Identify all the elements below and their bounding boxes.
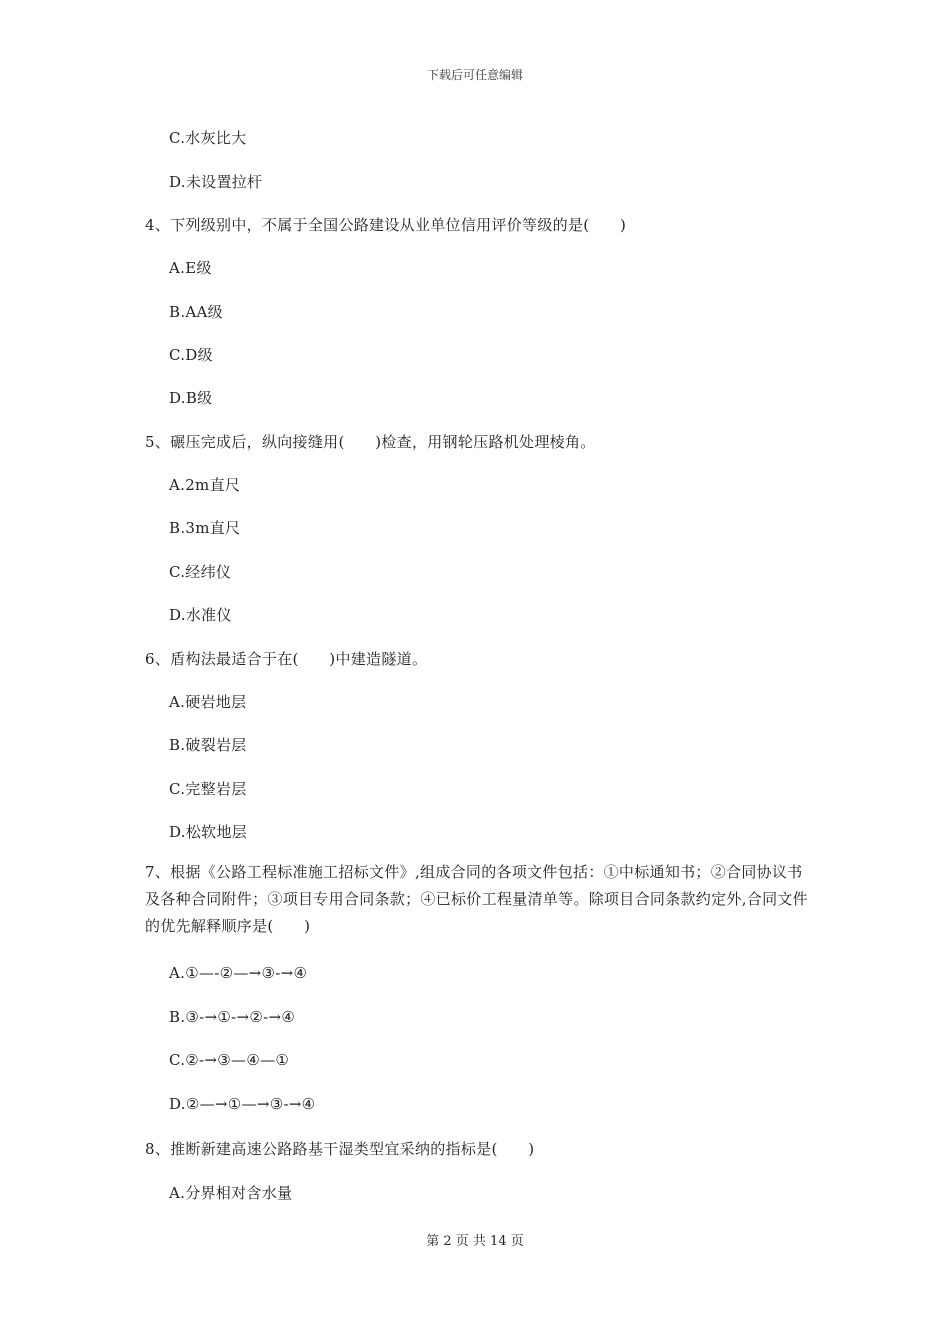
option-5d: D.水准仪 [169,606,232,624]
option-7c: C.②-→③—④—① [169,1051,290,1069]
question-7: 7、根据《公路工程标准施工招标文件》,组成合同的各项文件包括：①中标通知书；②合同协议书及各种合同附件；③项目专用合同条款；④已标价工程量清单等。除项目合同条款约定外,合同文件的优先解释顺序是( ) [145,863,808,935]
option-7d: D.②—→①—→③-→④ [169,1095,316,1113]
option-5b: B.3m直尺 [169,519,241,537]
option-3d: D.未设置拉杆 [169,173,263,191]
question-8: 8、推断新建高速公路路基干湿类型宜采纳的指标是( ) [145,1140,535,1158]
option-3c: C.水灰比大 [169,129,247,147]
option-7a: A.①—-②—→③-→④ [169,964,308,982]
option-5c: C.经纬仪 [169,563,232,581]
option-7b: B.③-→①-→②-→④ [169,1008,296,1026]
option-6b: B.破裂岩层 [169,736,247,754]
option-8a: A.分界相对含水量 [169,1184,293,1202]
option-6c: C.完整岩层 [169,780,247,798]
page-footer: 第 2 页 共 14 页 [426,1234,524,1249]
question-4: 4、下列级别中，不属于全国公路建设从业单位信用评价等级的是( ) [145,216,627,234]
option-4c: C.D级 [169,346,213,364]
option-4a: A.E级 [169,259,212,277]
option-4d: D.B级 [169,389,213,407]
page-header: 下载后可任意编辑 [426,68,523,82]
question-5: 5、碾压完成后，纵向接缝用( )检查，用钢轮压路机处理棱角。 [145,433,596,451]
question-6: 6、盾构法最适合于在( )中建造隧道。 [145,650,428,668]
option-6a: A.硬岩地层 [169,693,247,711]
option-5a: A.2m直尺 [169,476,241,494]
option-4b: B.AA级 [169,303,223,321]
option-6d: D.松软地层 [169,823,248,841]
